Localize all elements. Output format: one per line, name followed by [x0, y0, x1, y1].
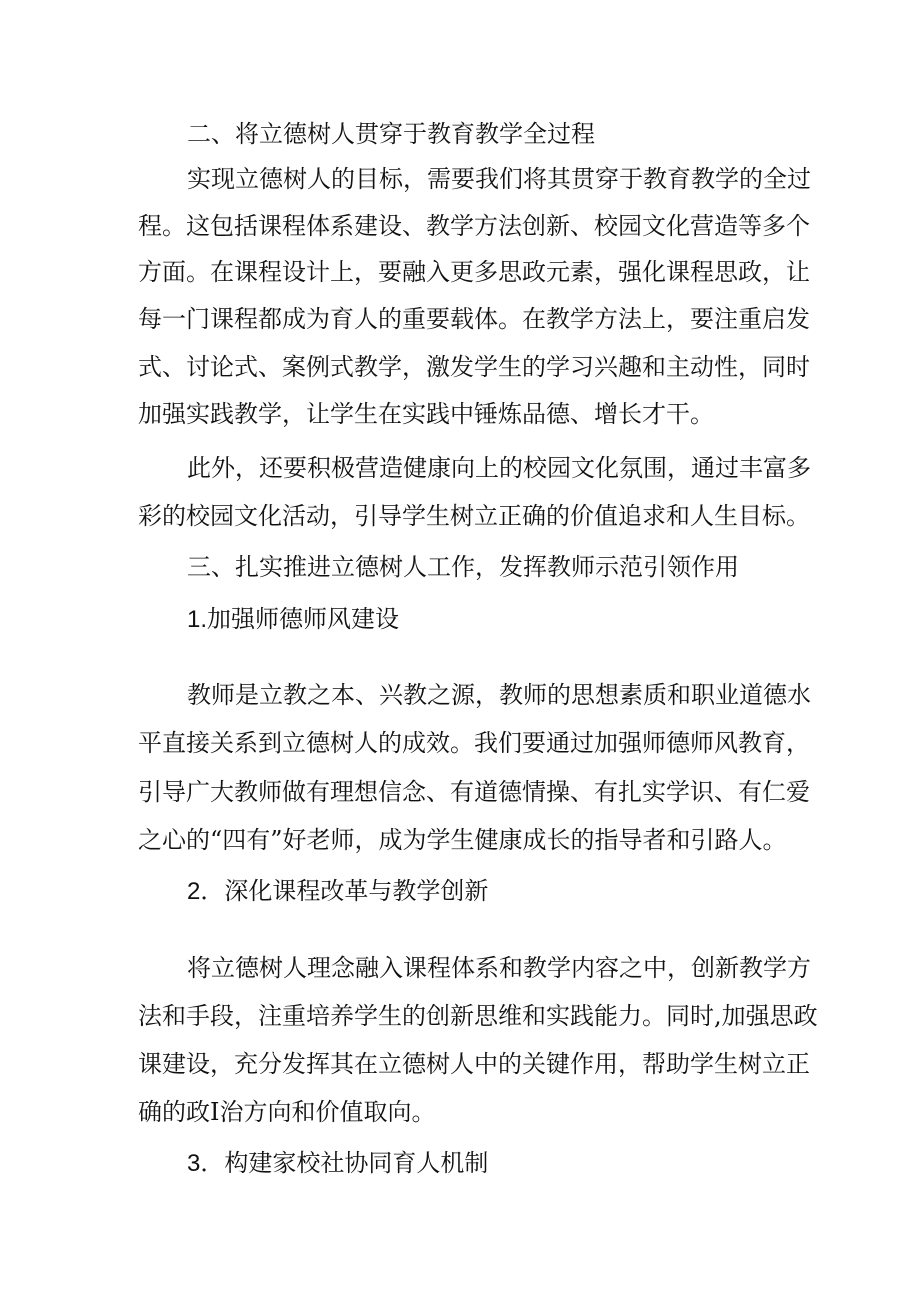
subheading-number: 2 [187, 878, 201, 905]
paragraph-line: 方面。在课程设计上，要融入更多思政元素，强化课程思政，让 [138, 258, 810, 286]
section-heading-3: 三、扎实推进立德树人工作，发挥教师示范引领作用 [187, 553, 739, 581]
paragraph-line: 将立德树人理念融入课程体系和教学内容之中，创新教学方 [187, 954, 811, 982]
subheading-text: ．深化课程改革与教学创新 [200, 877, 489, 905]
subheading-number: 3 [187, 1150, 201, 1177]
subheading-text: 加强师德师风建设 [207, 605, 400, 633]
paragraph-line: 平直接关系到立德树人的成效。我们要通过加强师德师风教育， [138, 729, 810, 757]
paragraph-line: 法和手段，注重培养学生的创新思维和实践能力。同时,加强思政 [138, 1002, 818, 1030]
section-heading-2: 二、将立德树人贯穿于教育教学全过程 [187, 120, 595, 148]
subheading-text: ．构建家校社协同育人机制 [200, 1149, 489, 1177]
paragraph-line: 每一门课程都成为育人的重要载体。在教学方法上，要注重启发 [138, 305, 810, 333]
paragraph-line: 引导广大教师做有理想信念、有道德情操、有扎实学识、有仁爱 [138, 778, 810, 806]
paragraph-line: 此外，还要积极营造健康向上的校园文化氛围，通过丰富多 [187, 454, 811, 482]
paragraph-line: 教师是立教之本、兴教之源，教师的思想素质和职业道德水 [187, 681, 811, 709]
paragraph-line: 课建设，充分发挥其在立德树人中的关键作用，帮助学生树立正 [138, 1050, 810, 1078]
paragraph-line: 彩的校园文化活动，引导学生树立正确的价值追求和人生目标。 [138, 502, 810, 530]
paragraph-line: 加强实践教学，让学生在实践中锤炼品德、增长才干。 [138, 400, 714, 428]
subheading-number: 1. [187, 606, 208, 633]
paragraph-line: 实现立德树人的目标，需要我们将其贯穿于教育教学的全过 [187, 165, 811, 193]
subheading-3 [187, 1148, 488, 1179]
paragraph-line: 式、讨论式、案例式教学，激发学生的学习兴趣和主动性，同时 [138, 353, 810, 381]
subheading-2 [187, 876, 488, 907]
paragraph-line: 程。这包括课程体系建设、教学方法创新、校园文化营造等多个 [138, 212, 810, 240]
paragraph-line: 确的政I治方向和价值取向。 [138, 1098, 436, 1126]
paragraph-line: 之心的“四有”好老师，成为学生健康成长的指导者和引路人。 [138, 826, 787, 854]
subheading-1 [187, 604, 399, 635]
